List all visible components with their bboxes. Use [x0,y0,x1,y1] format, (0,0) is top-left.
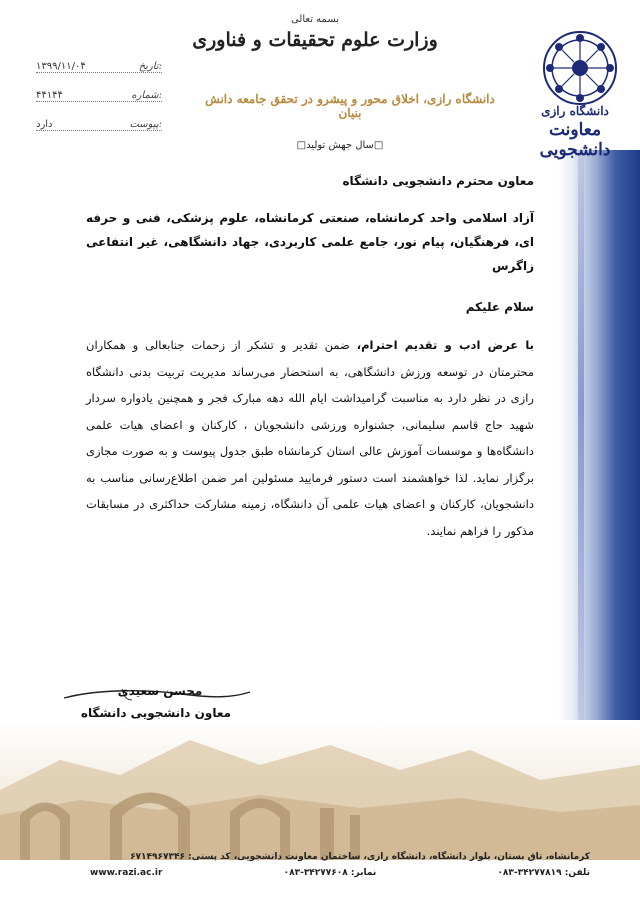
main-paragraph-text: ضمن تقدیر و تشکر از زحمات جنابعالی و همکاران محترمتان در توسعه ورزش دانشگاهی، به استحضار می‌رساند مدیریت تربیت بدنی دانشگاه رازی در نظر دارد به مناسبت گرامیداشت ایام الله دهه مبارک فجر و همچنین یادواره سردار شهید حاج قاسم سلیمانی، جشنواره ورزشی دانشجویان ، کارکنان و اعضای هیات علمی دانشگاه‌ها و موسسات آموزش عالی استان کرمانشاه طبق جدول پیوست و به صورت مجازی برگزار نماید. لذا خواهشمند است دستور فرمایید مسئولین امر ضمن اطلاع‌رسانی مناسب به دانشجویان، کارکنان و اعضای هیات علمی آن دانشگاه، زمینه مشارکت حداکثری در مسابقات مذکور را فراهم نمایند. [86,338,534,538]
logo-department-name: معاونت دانشجویی [539,120,611,160]
footer-address-row [90,852,590,862]
decorative-side-stripe [578,150,584,790]
attachment-label: پیوست: [129,119,162,130]
campus-gate-illustration [0,720,640,860]
number-value: ۴۴۱۴۴ [36,90,63,101]
main-paragraph [86,332,534,544]
signatory-name: محسن سعیدی [117,684,203,698]
footer-address: کرمانشاه، تاق بستان، بلوار دانشگاه، دانشگاه رازی، ساختمان معاونت دانشجویی، کد پستی: ۶۷۱۴۹۶۷۳۴۶ [130,852,590,862]
bismillah-text: بسمه تعالی [290,14,340,25]
recipient-list: آزاد اسلامی واحد کرمانشاه، صنعتی کرمانشاه، علوم پزشکی، فنی و حرفه ای، فرهنگیان، پیام نور، جامع علمی کاربردی، جهاد دانشگاهی، غیر انتفاعی زاگرس [86,211,534,273]
date-value: ۱۳۹۹/۱۱/۰۴ [36,61,86,72]
footer-phone: تلفن: ۳۴۲۷۷۸۱۹-۰۸۳ [497,868,590,878]
letterhead [190,14,440,51]
university-logo-icon [540,28,620,108]
signatory-title: معاون دانشجویی دانشگاه [80,706,232,720]
date-label: تاریخ: [138,61,162,72]
number-label: شماره: [131,90,162,101]
opening-phrase: با عرض ادب و تقدیم احترام، [356,338,534,352]
footer-contact-row [90,868,590,878]
logo-university-name: دانشگاه رازی [541,104,609,118]
letter-meta [36,48,162,135]
greeting: سلام علیکم [465,300,534,314]
letter-footer [90,852,590,884]
recipient-title: معاون محترم دانشجویی دانشگاه [342,174,534,188]
year-slogan: □سال جهش تولید□ [296,140,384,151]
university-motto: دانشگاه رازی، اخلاق محور و پیشرو در تحقق جامعه دانش بنیان [205,92,495,120]
footer-fax: نمابر: ۳۴۲۷۷۶۰۸-۰۸۳ [283,868,377,878]
attachment-row [36,106,162,131]
footer-website-link[interactable]: www.razi.ac.ir [90,868,163,878]
number-row [36,77,162,102]
ministry-title: وزارت علوم تحقیقات و فناوری [192,29,438,51]
year-slogan-text: سال جهش تولید [306,140,374,151]
logo-text [520,104,630,160]
letter-body [86,168,534,544]
date-row [36,48,162,73]
attachment-value: دارد [36,119,53,130]
decorative-side-bar [558,150,640,790]
